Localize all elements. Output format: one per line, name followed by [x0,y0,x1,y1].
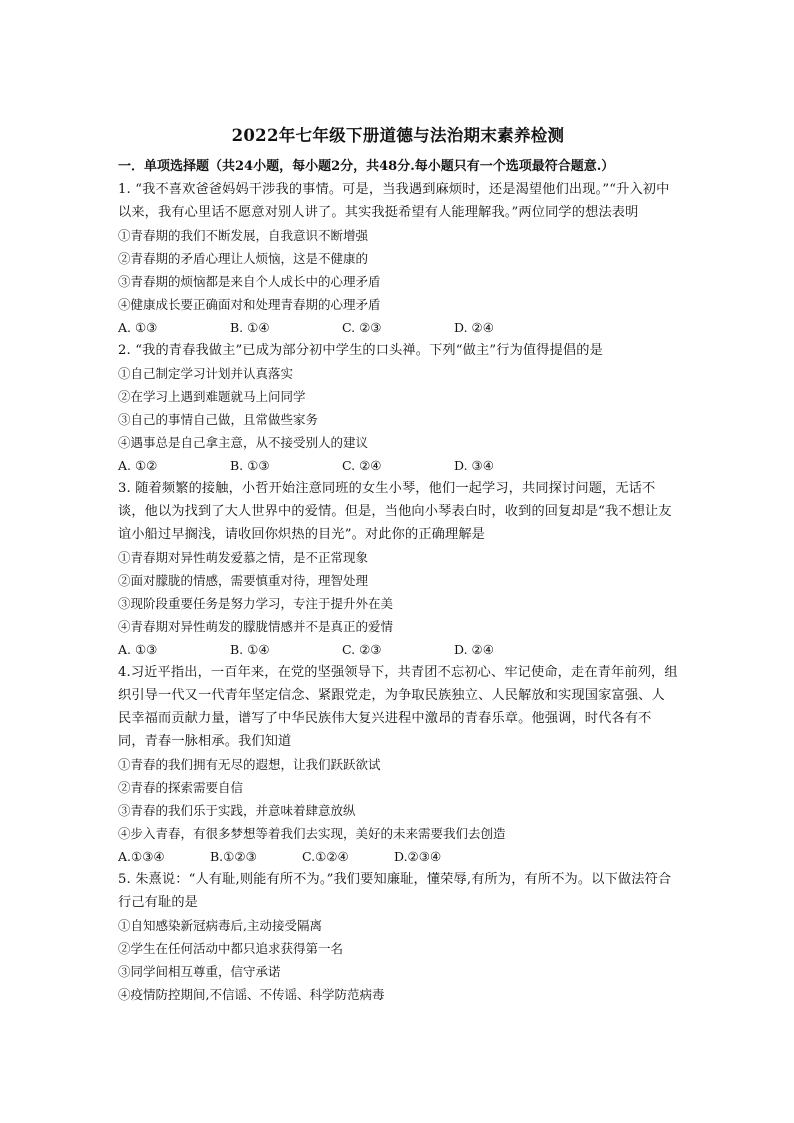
question-stem: 1. “我不喜欢爸爸妈妈干涉我的事情。可是，当我遇到麻烦时，还是渴望他们出现。”“升入初中以来，我有心里话不愿意对别人讲了。其实我挺希望有人能理解我。”两位同学的想法表明 [118,182,670,220]
statement-1: ①自己制定学习计划并认真落实 [118,366,294,381]
option-b[interactable]: B. ①③ [230,458,270,473]
statement-4: ④步入青春，有很多梦想等着我们去实现，美好的未来需要我们去创造 [118,826,506,841]
statement-1: ①青春期对异性萌发爱慕之情，是不正常现象 [118,550,369,565]
statement-1: ①青春的我们拥有无尽的遐想，让我们跃跃欲试 [118,757,381,772]
statement-1: ①青春期的我们不断发展，自我意识不断增强 [118,228,369,243]
statement-3: ③青春期的烦恼都是来自个人成长中的心理矛盾 [118,274,381,289]
question-1 [118,178,678,339]
exam-title: 2022年七年级下册道德与法治期末素养检测 [231,126,565,145]
option-b[interactable]: B. ①④ [230,320,270,335]
statement-3: ③青春的我们乐于实践，并意味着肆意放纵 [118,803,356,818]
statement-3: ③现阶段重要任务是努力学习，专注于提升外在美 [118,596,394,611]
question-5 [118,868,678,1006]
option-c[interactable]: C.①②④ [302,849,349,864]
question-4 [118,661,678,868]
statement-1: ①自知感染新冠病毒后,主动接受隔离 [118,918,322,933]
statement-2: ②在学习上遇到难题就马上问同学 [118,389,306,404]
statement-4: ④健康成长要正确面对和处理青春期的心理矛盾 [118,297,381,312]
question-stem: 2. “我的青春我做主”已成为部分初中学生的口头禅。下列“做主”行为值得提倡的是 [118,343,603,358]
statement-2: ②青春的探索需要自信 [118,780,244,795]
statement-3: ③自己的事情自己做，且常做些家务 [118,412,319,427]
statement-2: ②青春期的矛盾心理让人烦恼，这是不健康的 [118,251,369,266]
option-d[interactable]: D. ②④ [454,320,494,335]
question-stem: 3. 随着频繁的接触，小哲开始注意同班的女生小琴，他们一起学习，共同探讨问题，无话不谈，他以为找到了大人世界中的爱情。但是，当他向小琴表白时，收到的回复却是“我不想让友谊小船过早搁浅，请收回你炽热的目光”。对此你的正确理解是 [118,481,672,542]
statement-4: ④青春期对异性萌发的朦胧情感并不是真正的爱情 [118,619,394,634]
option-d[interactable]: D. ②④ [454,642,494,657]
option-c[interactable]: C. ②③ [342,642,382,657]
answer-options [118,316,678,339]
option-d[interactable]: D. ③④ [454,458,494,473]
answer-options [118,638,678,661]
option-b[interactable]: B.①②③ [210,849,257,864]
option-a[interactable]: A. ①③ [118,320,158,335]
question-stem: 4.习近平指出，一百年来，在党的坚强领导下，共青团不忘初心、牢记使命，走在青年前列，组织引导一代又一代青年坚定信念、紧跟党走，为争取民族独立、人民解放和实现国家富强、人民幸福而贡献力量，谱写了中华民族伟大复兴进程中激昂的青春乐章。他强调，时代各有不同，青春一脉相承。我们知道 [118,665,678,749]
option-a[interactable]: A. ①③ [118,642,158,657]
statement-4: ④疫情防控期间,不信谣、不传谣、科学防范病毒 [118,987,385,1002]
question-3 [118,477,678,661]
option-d[interactable]: D.②③④ [394,849,442,864]
answer-options [118,845,678,868]
option-a[interactable]: A.①③④ [118,849,165,864]
option-c[interactable]: C. ②③ [342,320,382,335]
section-heading: 一．单项选择题（共24小题，每小题2分，共48分.每小题只有一个选项最符合题意.） [118,159,615,174]
option-a[interactable]: A. ①② [118,458,158,473]
question-2 [118,339,678,477]
answer-options [118,454,678,477]
exam-page [118,124,678,1006]
question-stem: 5. 朱熹说：“人有耻,则能有所不为。”我们要知廉耻，懂荣辱,有所为，有所不为。以下做法符合行己有耻的是 [118,872,672,910]
statement-2: ②面对朦胧的情感，需要慎重对待，理智处理 [118,573,369,588]
option-c[interactable]: C. ②④ [342,458,382,473]
statement-3: ③同学间相互尊重，信守承诺 [118,964,281,979]
option-b[interactable]: B. ①④ [230,642,270,657]
statement-4: ④遇事总是自己拿主意，从不接受别人的建议 [118,435,369,450]
statement-2: ②学生在任何活动中都只追求获得第一名 [118,941,344,956]
